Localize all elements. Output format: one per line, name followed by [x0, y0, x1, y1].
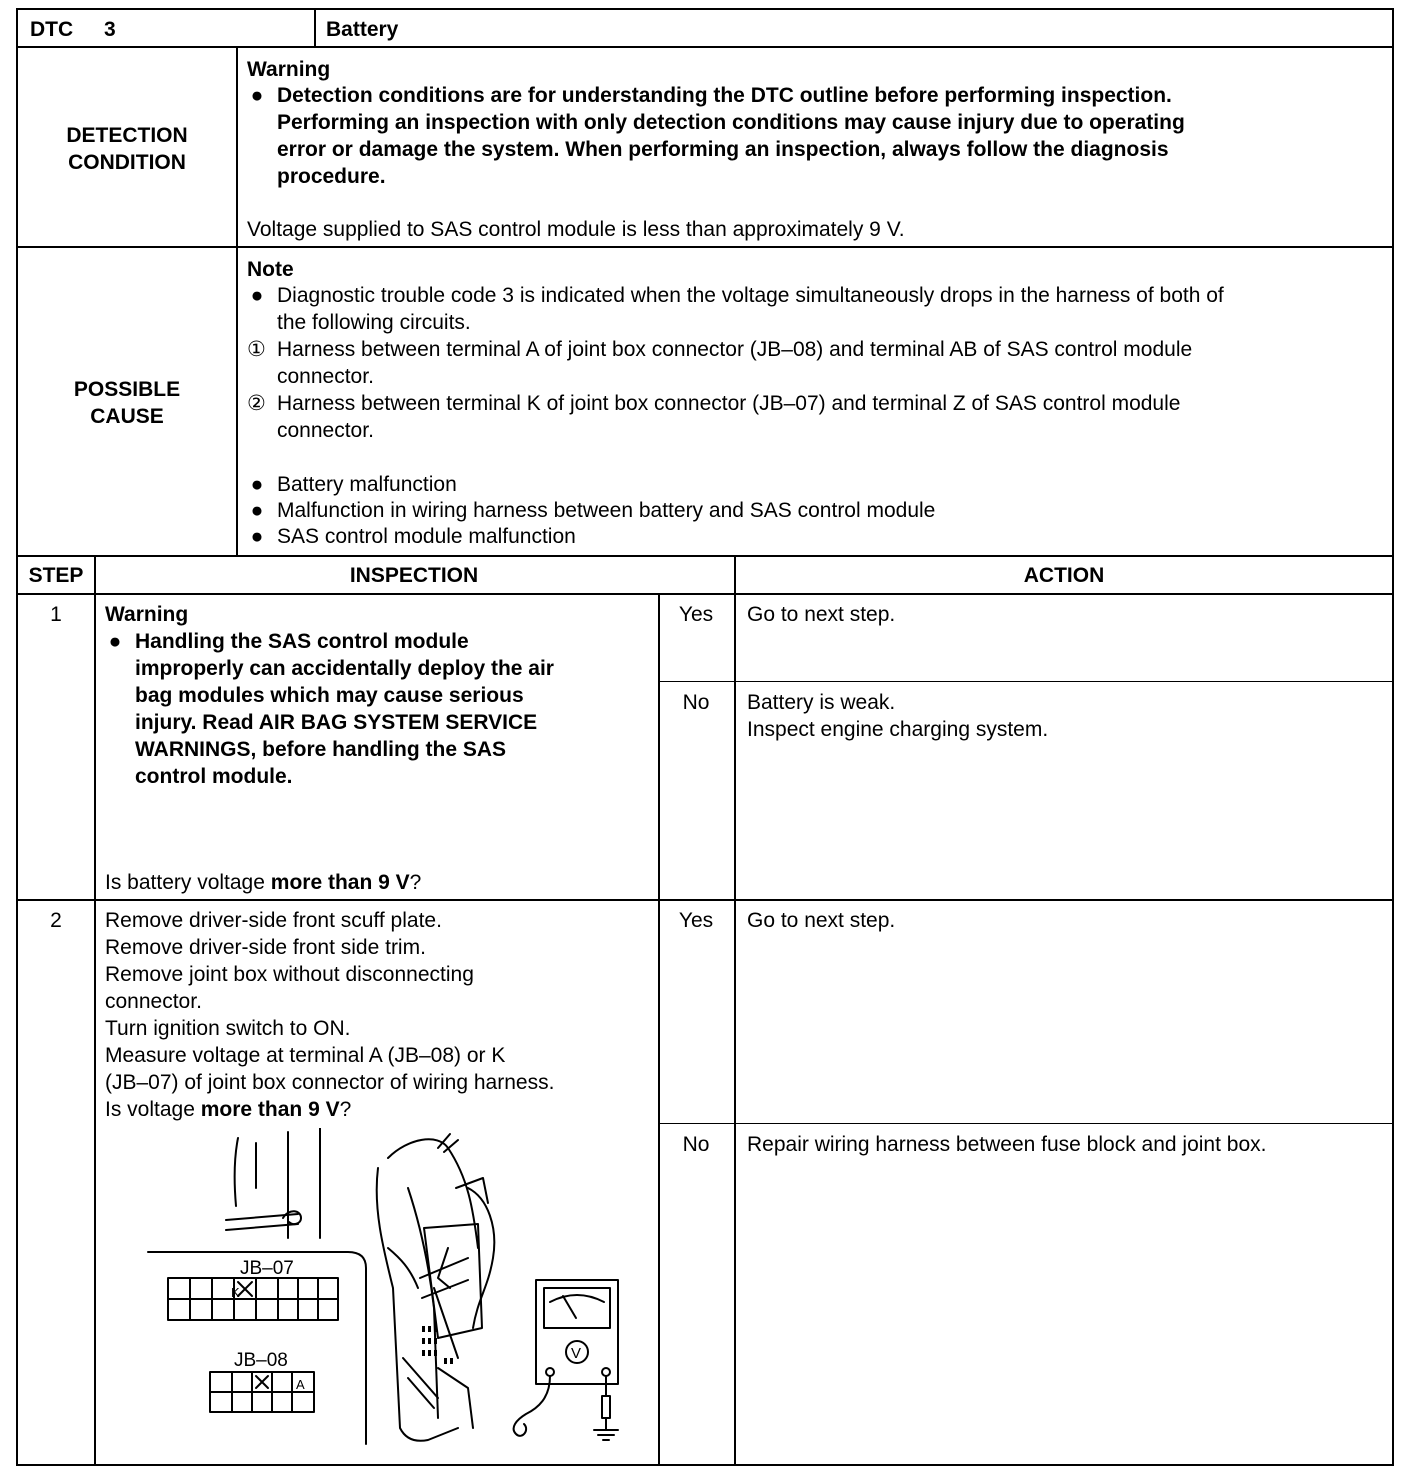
- bullet-icon: ●: [250, 473, 264, 496]
- step-2-no-label: No: [682, 1133, 710, 1156]
- step-column-header: STEP: [28, 564, 84, 587]
- bullet-icon: ●: [250, 525, 264, 548]
- step-1-no-label: No: [682, 691, 710, 714]
- step-1-number: 1: [50, 603, 62, 626]
- step-2-no-action: Repair wiring harness between fuse block and joint box.: [747, 1133, 1267, 1156]
- step-1-warning-bullet: ● Handling the SAS control module improperly can accidentally deploy the air bag modules which may cause serious injury. Read AIR BAG SYSTEM SERVICE WARNINGS, before handling the SAS control module.: [105, 628, 655, 790]
- bullet-icon: ●: [250, 84, 264, 107]
- possible-cause-note-bullet: ● Diagnostic trouble code 3 is indicated when the voltage simultaneously drops in the harness of both of the following circuits.: [247, 282, 1387, 336]
- step-2-number: 2: [50, 909, 62, 932]
- connector-jb08-terminal: A: [296, 1377, 305, 1392]
- action-column-header: ACTION: [1023, 564, 1105, 587]
- cause-item: ● Malfunction in wiring harness between battery and SAS control module: [247, 497, 1387, 524]
- dtc-title: Battery: [326, 18, 399, 41]
- step-2-yes-label: Yes: [678, 909, 714, 932]
- dtc-number: 3: [104, 18, 116, 41]
- dtc-document: [16, 8, 1394, 1466]
- voltmeter-symbol: V: [571, 1345, 582, 1362]
- connector-jb07-label: JB–07: [240, 1258, 294, 1279]
- cause-item: ● Battery malfunction: [247, 471, 1387, 498]
- step-1-yes-label: Yes: [678, 603, 714, 626]
- detection-warning-text: Detection conditions are for understanding the DTC outline before performing inspection. Performing an inspection with only detection conditions may cause injury due to operating error or damage the system. When performing an inspection, always follow the diagnosis procedure.: [277, 84, 1185, 188]
- possible-cause-circuit-2: ② Harness between terminal K of joint box connector (JB–07) and terminal Z of SAS control module connector.: [247, 392, 1181, 442]
- possible-cause-note-title: Note: [247, 258, 294, 281]
- joint-box-measurement-illustration: [138, 1128, 638, 1448]
- step-1-warning-title: Warning: [105, 603, 189, 626]
- possible-cause-circuit-1: ① Harness between terminal A of joint box connector (JB–08) and terminal AB of SAS control module connector.: [247, 338, 1193, 388]
- dtc-label: DTC: [30, 18, 74, 41]
- circled-2-marker: ②: [247, 392, 266, 415]
- detection-condition-text: Voltage supplied to SAS control module is less than approximately 9 V.: [247, 218, 905, 241]
- inspection-column-header: INSPECTION: [349, 564, 479, 587]
- step-2-inspection-text: Remove driver-side front scuff plate. Remove driver-side front side trim. Remove joint box without disconnecting connector. Turn ignition switch to ON. Measure voltage at terminal A (JB–08) or K (JB–07) of joint box connector of wiring harness. Is voltage more than 9 V?: [105, 909, 555, 1121]
- cause-item: ● SAS control module malfunction: [247, 523, 1387, 550]
- connector-jb08-label: JB–08: [234, 1350, 288, 1371]
- possible-cause-label: POSSIBLE CAUSE: [73, 378, 181, 428]
- connector-jb07-terminal: K: [231, 1285, 240, 1300]
- detection-condition-label: DETECTION CONDITION: [66, 124, 188, 174]
- detection-warning-title: Warning: [247, 58, 331, 81]
- detection-warning-bullet: [247, 82, 1377, 190]
- bullet-icon: ●: [108, 630, 122, 653]
- step-2-yes-action: Go to next step.: [747, 909, 896, 932]
- step-1-yes-action: Go to next step.: [747, 603, 896, 626]
- circled-1-marker: ①: [247, 338, 266, 361]
- step-1-no-action: Battery is weak. Inspect engine charging system.: [747, 691, 1049, 741]
- step-1-question: Is battery voltage more than 9 V?: [105, 871, 422, 894]
- bullet-icon: ●: [250, 499, 264, 522]
- bullet-icon: ●: [250, 284, 264, 307]
